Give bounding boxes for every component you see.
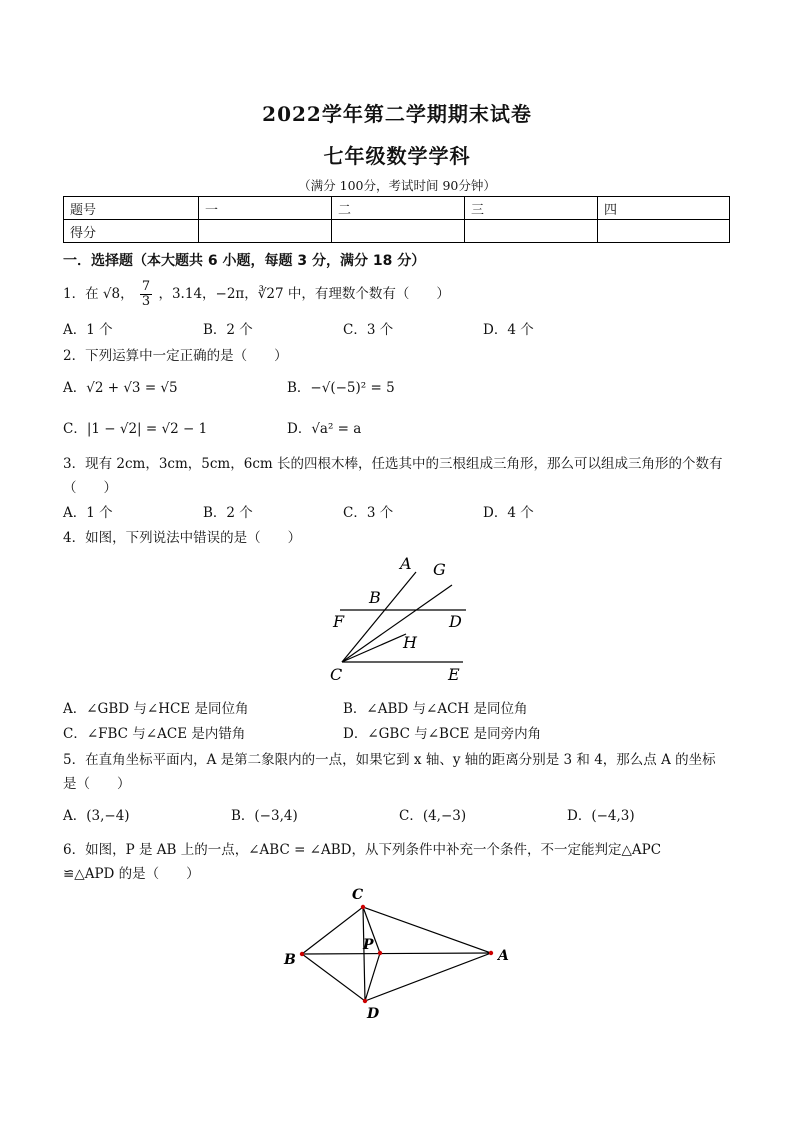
q5-option-a[interactable]: A．(3,−4) [63, 808, 130, 824]
q1-rest: ，3.14，−2π，∛27 中，有理数个数有（ ） [158, 286, 450, 302]
q5-option-c[interactable]: C．(4,−3) [399, 808, 467, 824]
q2-option-c[interactable]: C．|1 − √2| = √2 − 1 [63, 421, 208, 437]
q1-fraction [140, 280, 152, 309]
q4-option-c[interactable]: C．∠FBC 与∠ACE 是内错角 [63, 726, 246, 742]
score-input-cell[interactable] [598, 220, 730, 243]
label-a: A [400, 554, 412, 573]
exam-subtitle: 七年级数学学科 [323, 144, 471, 168]
q3-option-a[interactable]: A．1 个 [63, 505, 113, 521]
exam-note: （满分 100分，考试时间 90分钟） [298, 178, 496, 193]
question-3-stem: 3．现有 2cm，3cm，5cm，6cm 长的四根木棒，任选其中的三根组成三角形，那么可以组成三角形的个数有 [63, 456, 723, 472]
line-ch [342, 634, 406, 662]
point-d [363, 999, 367, 1003]
point-p [378, 951, 382, 955]
table-row [64, 220, 730, 243]
table-cell: 二 [332, 197, 465, 220]
q1-frac-num: 7 [141, 279, 151, 294]
label-f: F [333, 612, 345, 631]
q2-option-b[interactable]: B．−√(−5)² = 5 [287, 380, 395, 396]
point-c [361, 905, 365, 909]
q1-frac-den: 3 [141, 294, 151, 309]
q2-option-a[interactable]: A．√2 + √3 = √5 [63, 380, 178, 396]
label-e: E [448, 665, 460, 684]
segment-ba [302, 953, 491, 954]
point-a [489, 951, 493, 955]
score-input-cell[interactable] [199, 220, 332, 243]
q3-option-b[interactable]: B．2 个 [203, 505, 253, 521]
question-5-stem: 5．在直角坐标平面内，A 是第二象限内的一点，如果它到 x 轴、y 轴的距离分别是 3 和 4，那么点 A 的坐标 [63, 752, 716, 768]
q4-option-b[interactable]: B．∠ABD 与∠ACH 是同位角 [343, 701, 528, 717]
q3-option-c[interactable]: C．3 个 [343, 505, 394, 521]
label-b: B [284, 952, 296, 968]
q4-figure [320, 552, 480, 687]
q4-option-d[interactable]: D．∠GBC 与∠BCE 是同旁内角 [343, 726, 542, 742]
table-cell: 四 [598, 197, 730, 220]
label-b: B [369, 588, 381, 607]
label-d: D [367, 1006, 380, 1022]
q5-option-b[interactable]: B．(−3,4) [231, 808, 298, 824]
q1-sqrt8: √8 [102, 286, 121, 302]
line-cg [342, 585, 452, 662]
label-h: H [403, 633, 417, 652]
label-a: A [498, 948, 509, 964]
q1-option-d[interactable]: D．4 个 [483, 322, 534, 338]
score-table [63, 196, 730, 243]
q1-option-b[interactable]: B．2 个 [203, 322, 253, 338]
question-5-stem-2: 是（ ） [63, 776, 131, 792]
q5-option-d[interactable]: D．(−4,3) [567, 808, 635, 824]
exam-title: 2022学年第二学期期末试卷 [262, 102, 532, 126]
q1-option-a[interactable]: A．1 个 [63, 322, 113, 338]
q4-option-a[interactable]: A．∠GBD 与∠HCE 是同位角 [63, 701, 249, 717]
q1-option-c[interactable]: C．3 个 [343, 322, 394, 338]
label-d: D [449, 612, 462, 631]
q2-option-d[interactable]: D．√a² = a [287, 421, 362, 437]
question-6-stem: 6．如图，P 是 AB 上的一点，∠ABC = ∠ABD，从下列条件中补充一个条件，不一定能判定△APC [63, 842, 662, 858]
segment-pd [365, 953, 380, 1001]
question-2-stem: 2．下列运算中一定正确的是（ ） [63, 348, 288, 364]
table-cell: 得分 [64, 220, 199, 243]
score-input-cell[interactable] [465, 220, 598, 243]
label-p: P [363, 937, 374, 953]
score-input-cell[interactable] [332, 220, 465, 243]
question-3-stem-2: （ ） [63, 480, 117, 496]
table-cell: 三 [465, 197, 598, 220]
q6-figure [276, 882, 516, 1022]
table-cell: 一 [199, 197, 332, 220]
label-c: C [352, 887, 364, 903]
question-4-stem: 4．如图，下列说法中错误的是（ ） [63, 530, 302, 546]
question-1-stem: 1．在 √8， $\frac{7}{3}$ ，3.14，−2π，∛27 中，有理数个数有（ ） [63, 279, 450, 309]
label-c: C [330, 665, 343, 684]
q1-prefix: 1．在 [63, 286, 99, 302]
q3-option-d[interactable]: D．4 个 [483, 505, 534, 521]
point-b [300, 952, 304, 956]
table-row [64, 197, 730, 220]
section-heading: 一．选择题（本大题共 6 小题，每题 3 分，满分 18 分） [63, 253, 426, 269]
question-6-stem-2: ≌△APD 的是（ ） [63, 866, 200, 882]
table-cell: 题号 [64, 197, 199, 220]
label-g: G [433, 560, 446, 579]
